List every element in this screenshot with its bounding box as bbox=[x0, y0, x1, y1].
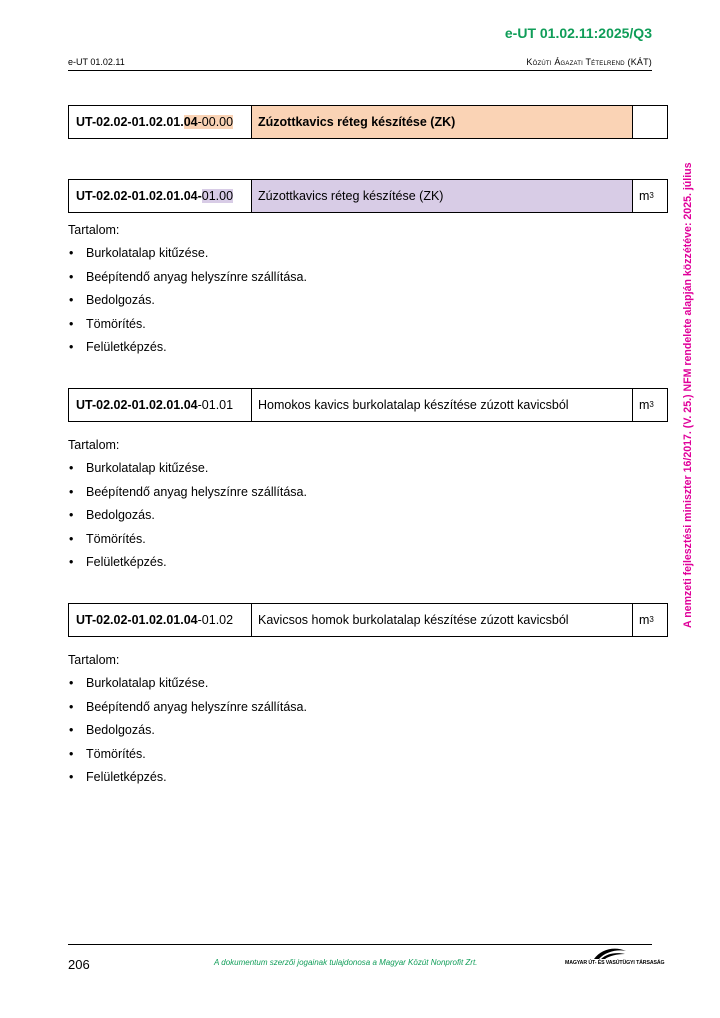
item-code-box-01-02 bbox=[68, 603, 668, 637]
bullet-icon: • bbox=[69, 770, 74, 784]
list-item: • Tömörítés. bbox=[68, 743, 307, 767]
list-item: • Tömörítés. bbox=[68, 313, 307, 337]
item-unit: m 3 bbox=[639, 613, 654, 627]
list-item: • Tömörítés. bbox=[68, 528, 307, 552]
item-code-box-01-00 bbox=[68, 179, 668, 213]
company-logo bbox=[565, 947, 665, 971]
item-unit: m 3 bbox=[639, 398, 654, 412]
content-section-01-01 bbox=[68, 434, 307, 575]
content-list bbox=[68, 672, 307, 790]
list-item: • Burkolatalap kitűzése. bbox=[68, 242, 307, 266]
page-number: 206 bbox=[68, 957, 90, 972]
vertical-publication-note: A nemzeti fejlesztési miniszter 16/2017. (V. 25.) NFM rendelete alapján közzétéve: 2025. július bbox=[682, 162, 694, 628]
item-title: Homokos kavics burkolatalap készítése zúzott kavicsból bbox=[252, 389, 633, 421]
item-unit: m 3 bbox=[639, 189, 654, 203]
bullet-icon: • bbox=[69, 246, 74, 260]
list-item: • Bedolgozás. bbox=[68, 719, 307, 743]
list-item: • Beépítendő anyag helyszínre szállítása. bbox=[68, 266, 307, 290]
list-item: • Beépítendő anyag helyszínre szállítása. bbox=[68, 696, 307, 720]
logo-swoosh-icon bbox=[593, 947, 627, 961]
item-code: UT-02.02-01.02.01.04 -01.01 bbox=[69, 389, 252, 421]
content-section-01-02 bbox=[68, 649, 307, 790]
bullet-icon: • bbox=[69, 316, 74, 331]
bullet-icon: • bbox=[69, 676, 74, 690]
logo-text: MAGYAR ÚT- ÉS VASÚTÜGYI TÁRSASÁG bbox=[565, 960, 665, 966]
bullet-icon: • bbox=[69, 484, 74, 499]
list-item: • Felületképzés. bbox=[68, 551, 307, 575]
content-list bbox=[68, 242, 307, 360]
list-item: • Burkolatalap kitűzése. bbox=[68, 672, 307, 696]
list-item: • Bedolgozás. bbox=[68, 289, 307, 313]
code-highlight: 04 bbox=[183, 115, 198, 129]
list-item: • Bedolgozás. bbox=[68, 504, 307, 528]
bullet-icon: • bbox=[69, 269, 74, 284]
document-id: e-UT 01.02.11:2025/Q3 bbox=[504, 25, 652, 41]
bullet-icon: • bbox=[69, 746, 74, 761]
item-code: UT-02.02-01.02.01.04 -01.02 bbox=[69, 604, 252, 636]
header-left-text: e-UT 01.02.11 bbox=[68, 57, 125, 67]
item-code-box-00-00 bbox=[68, 105, 668, 139]
content-list bbox=[68, 457, 307, 575]
content-label: Tartalom: bbox=[68, 653, 120, 667]
bullet-icon: • bbox=[69, 555, 74, 569]
bullet-icon: • bbox=[69, 461, 74, 475]
list-item: • Burkolatalap kitűzése. bbox=[68, 457, 307, 481]
bullet-icon: • bbox=[69, 340, 74, 354]
item-unit-empty bbox=[633, 106, 667, 138]
bullet-icon: • bbox=[69, 723, 74, 737]
item-code: UT-02.02-01.02.01. 04 -00.00 bbox=[69, 106, 252, 138]
bullet-icon: • bbox=[69, 699, 74, 714]
header-right-text: Közúti Ágazati Tételrend (KÁT) bbox=[526, 57, 652, 67]
list-item: • Beépítendő anyag helyszínre szállítása. bbox=[68, 481, 307, 505]
item-code-box-01-01 bbox=[68, 388, 668, 422]
list-item: • Felületképzés. bbox=[68, 336, 307, 360]
item-code: UT-02.02-01.02.01.04- 01.00 bbox=[69, 180, 252, 212]
code-highlight-suffix: -00.00 bbox=[197, 115, 234, 129]
code-highlight: 01.00 bbox=[201, 189, 234, 203]
content-label: Tartalom: bbox=[68, 223, 120, 237]
item-title: Kavicsos homok burkolatalap készítése zúzott kavicsból bbox=[252, 604, 633, 636]
footer-divider bbox=[68, 944, 652, 945]
bullet-icon: • bbox=[69, 531, 74, 546]
content-section-01-00 bbox=[68, 219, 307, 360]
bullet-icon: • bbox=[69, 293, 74, 307]
list-item: • Felületképzés. bbox=[68, 766, 307, 790]
copyright-note: A dokumentum szerzői jogainak tulajdonosa a Magyar Közút Nonprofit Zrt. bbox=[214, 958, 478, 967]
item-title: Zúzottkavics réteg készítése (ZK) bbox=[252, 180, 633, 212]
bullet-icon: • bbox=[69, 508, 74, 522]
content-label: Tartalom: bbox=[68, 438, 120, 452]
item-title: Zúzottkavics réteg készítése (ZK) bbox=[252, 106, 633, 138]
page-header bbox=[68, 57, 652, 71]
